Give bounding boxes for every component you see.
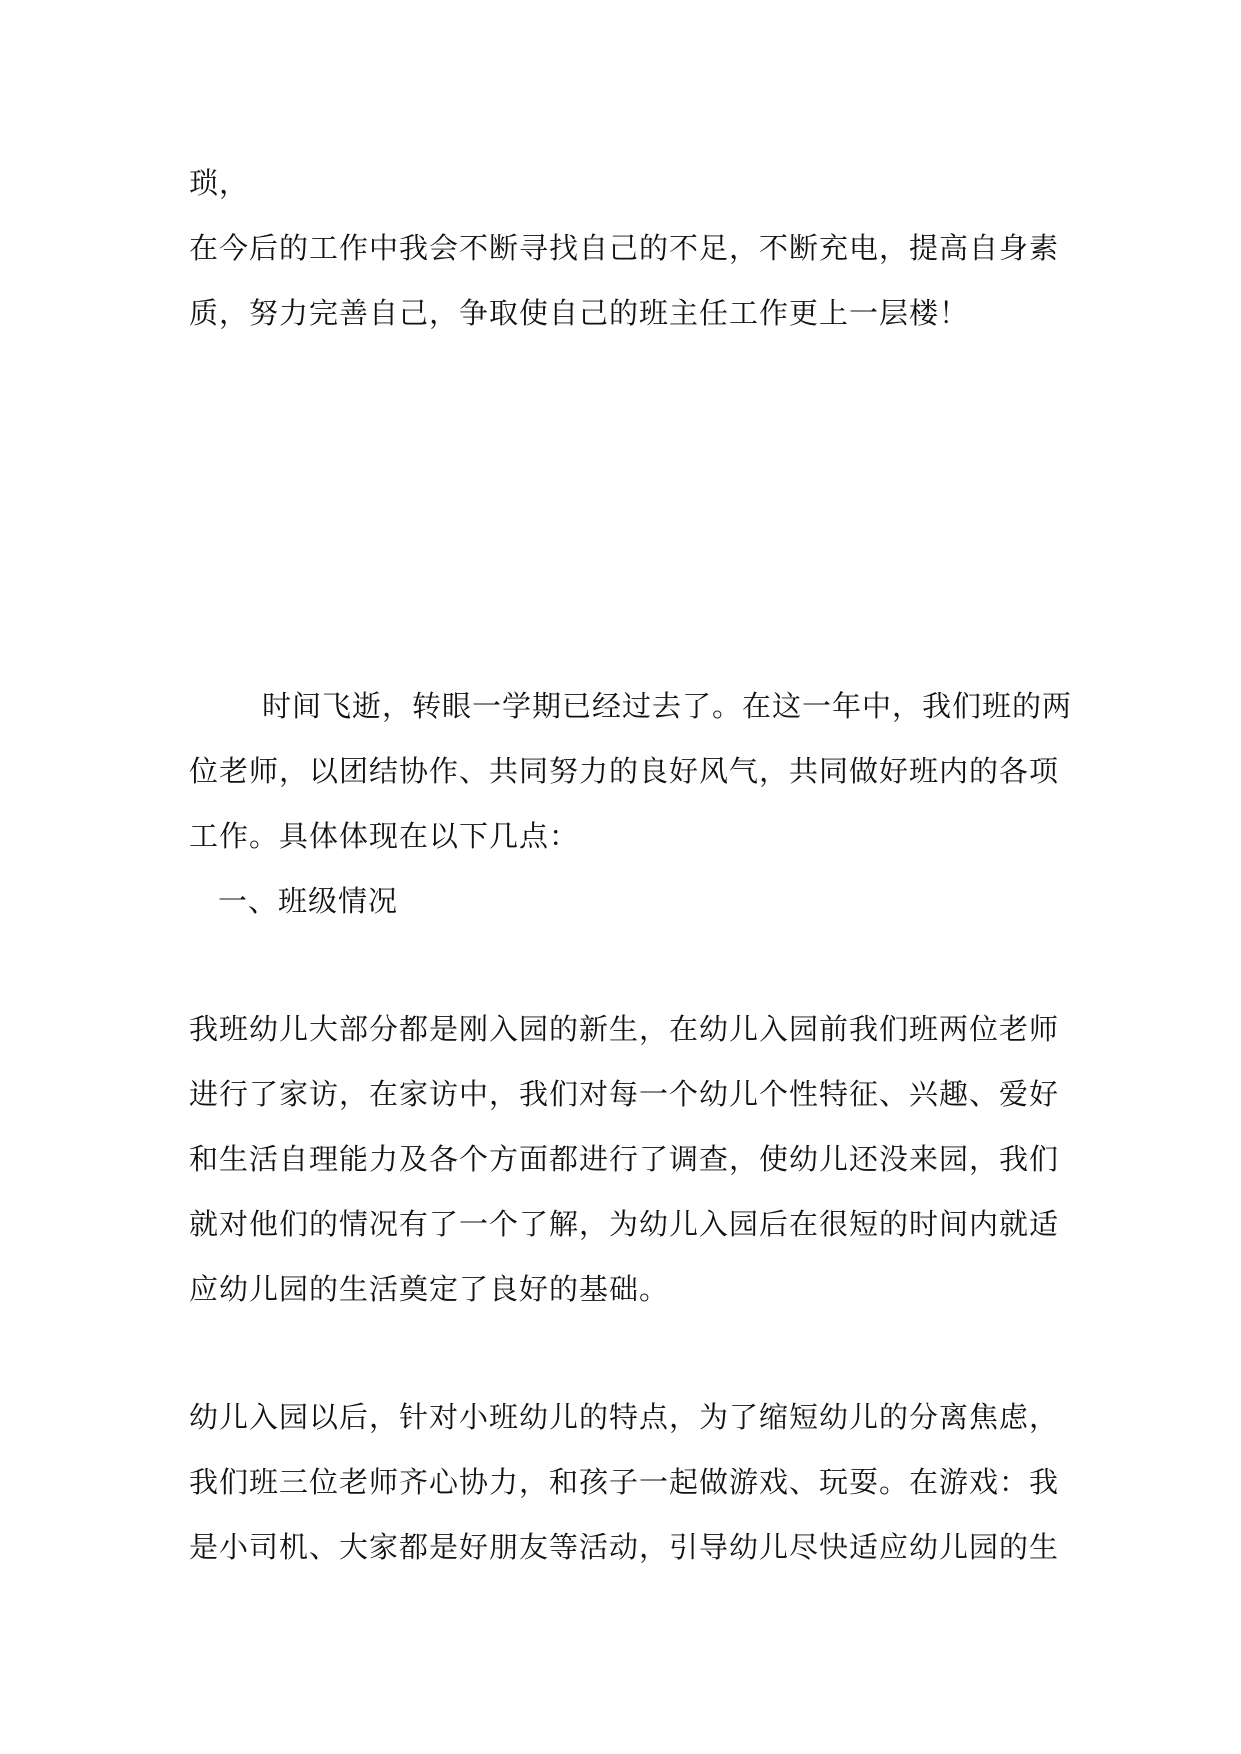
text-line: 幼儿入园以后，针对小班幼儿的特点，为了缩短幼儿的分离焦虑， [189, 1400, 1060, 1434]
text-line: 应幼儿园的生活奠定了良好的基础。 [189, 1272, 670, 1306]
text-line: 进行了家访，在家访中，我们对每一个幼儿个性特征、兴趣、爱好 [189, 1077, 1060, 1111]
section-heading: 一、班级情况 [218, 884, 399, 918]
text-line: 和生活自理能力及各个方面都进行了调查，使幼儿还没来园，我们 [189, 1142, 1060, 1176]
text-line: 时间飞逝，转眼一学期已经过去了。在这一年中，我们班的两 [262, 689, 1073, 723]
text-line: 质，努力完善自己，争取使自己的班主任工作更上一层楼！ [189, 296, 970, 330]
text-line: 工作。具体体现在以下几点： [189, 819, 580, 853]
text-line: 位老师，以团结协作、共同努力的良好风气，共同做好班内的各项 [189, 754, 1060, 788]
text-line: 在今后的工作中我会不断寻找自己的不足，不断充电，提高自身素 [189, 231, 1060, 265]
text-line: 琐， [189, 166, 250, 200]
text-line: 我班幼儿大部分都是刚入园的新生，在幼儿入园前我们班两位老师 [189, 1012, 1060, 1046]
text-line: 就对他们的情况有了一个了解，为幼儿入园后在很短的时间内就适 [189, 1207, 1060, 1241]
text-line: 我们班三位老师齐心协力，和孩子一起做游戏、玩耍。在游戏：我 [189, 1465, 1060, 1499]
text-line: 是小司机、大家都是好朋友等活动，引导幼儿尽快适应幼儿园的生 [189, 1530, 1060, 1564]
